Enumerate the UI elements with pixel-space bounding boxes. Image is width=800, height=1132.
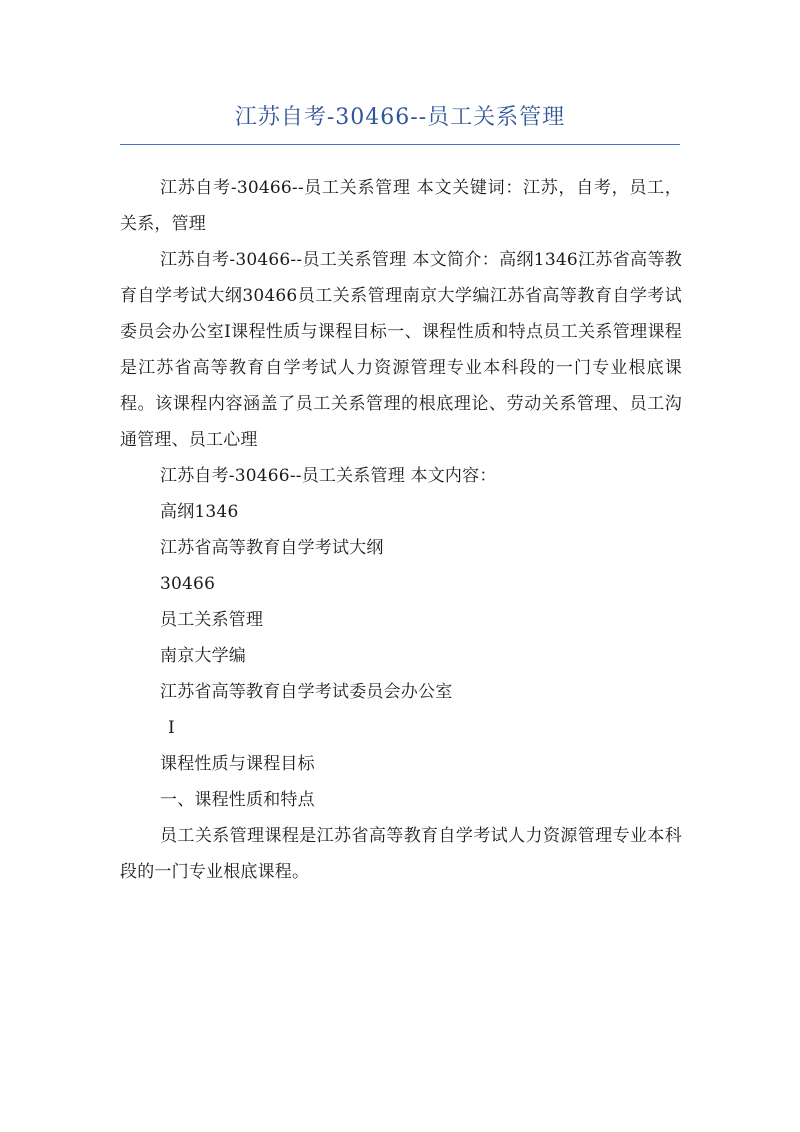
document-body (120, 170, 682, 890)
document-title: 江苏自考-30466--员工关系管理 (234, 105, 566, 130)
outline-title-line: 江苏省高等教育自学考试大纲 (160, 538, 384, 558)
section-heading: 课程性质与课程目标 (160, 754, 315, 774)
title-underline (120, 144, 680, 145)
course-code-line: 30466 (160, 574, 216, 594)
summary-paragraph: 江苏自考-30466--员工关系管理 本文简介：高纲1346江苏省高等教育自学考试大纲30466员工关系管理南京大学编江苏省高等教育自学考试委员会办公室Ⅰ课程性质与课程目标一、课程性质和特点员工关系管理课程是江苏省高等教育自学考试人力资源管理专业本科段的一门专业根底课程。该课程内容涵盖了员工关系管理的根底理论、劳动关系管理、员工沟通管理、员工心理 (120, 250, 682, 450)
subsection-heading: 一、课程性质和特点 (160, 790, 315, 810)
content-intro: 江苏自考-30466--员工关系管理 本文内容： (160, 466, 497, 486)
course-name-line: 员工关系管理 (160, 610, 264, 630)
final-paragraph: 员工关系管理课程是江苏省高等教育自学考试人力资源管理专业本科段的一门专业根底课程。 (120, 826, 682, 882)
outline-code-line: 高纲1346 (160, 502, 239, 522)
office-line: 江苏省高等教育自学考试委员会办公室 (160, 682, 453, 702)
keywords-paragraph: 江苏自考-30466--员工关系管理 本文关键词：江苏，自考，员工，关系，管理 (120, 178, 682, 234)
section-numeral: Ⅰ (168, 718, 175, 738)
editor-line: 南京大学编 (160, 646, 246, 666)
